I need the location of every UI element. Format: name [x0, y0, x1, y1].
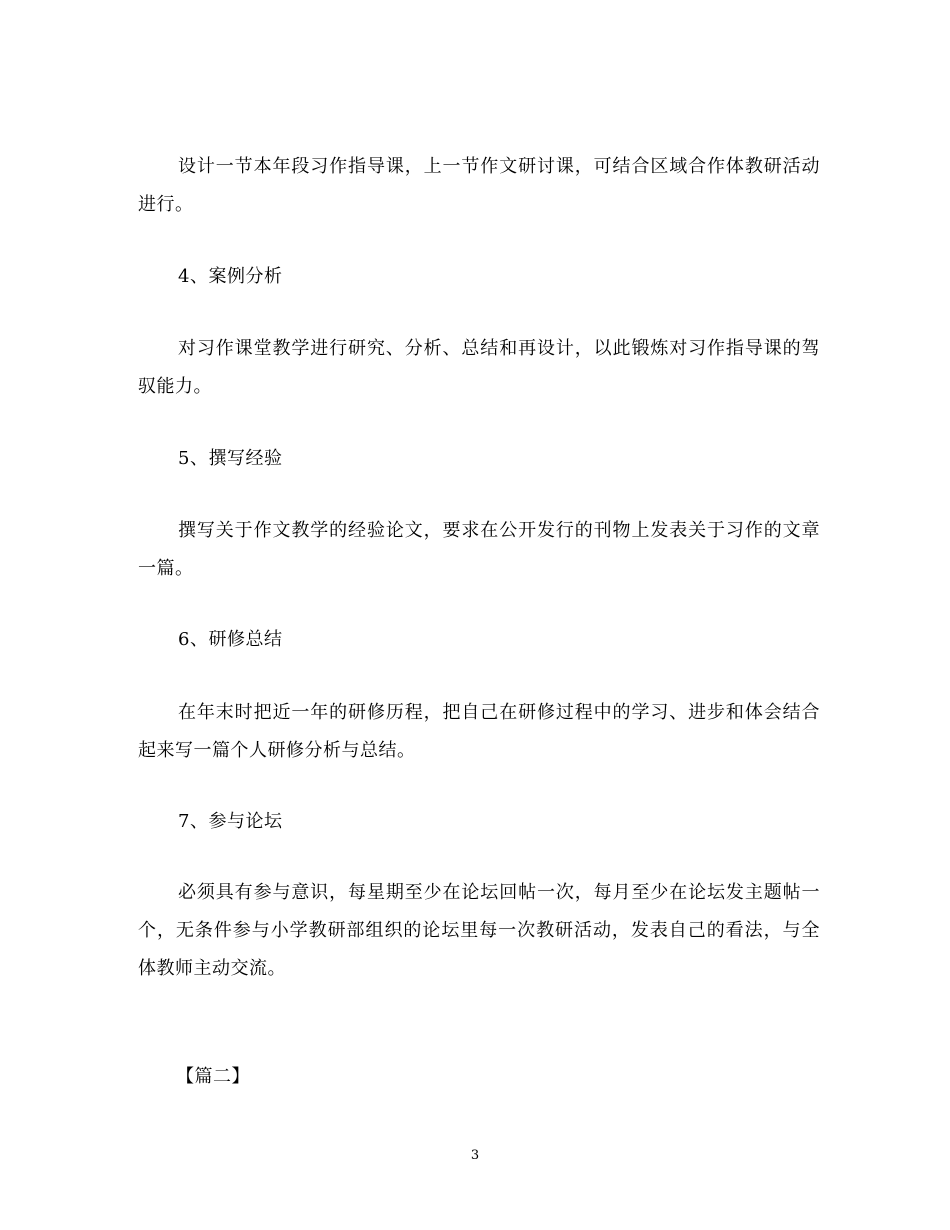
paragraph-write-experience: 撰写关于作文教学的经验论文，要求在公开发行的刊物上发表关于习作的文章一篇。 [138, 520, 820, 579]
page-number: 3 [470, 1148, 480, 1163]
heading-forum-participation: 7、参与论坛 [178, 811, 283, 832]
heading-write-experience: 5、撰写经验 [178, 448, 283, 469]
heading-study-summary: 6、研修总结 [178, 629, 283, 650]
paragraph-forum-participation: 必须具有参与意识，每星期至少在论坛回帖一次，每月至少在论坛发主题帖一个，无条件参与小学教研部组织的论坛里每一次教研活动，发表自己的看法，与全体教师主动交流。 [138, 882, 820, 979]
paragraph-case-analysis: 对习作课堂教学进行研究、分析、总结和再设计，以此锻炼对习作指导课的驾驭能力。 [138, 338, 820, 397]
heading-case-analysis: 4、案例分析 [178, 266, 283, 287]
paragraph-study-summary: 在年末时把近一年的研修历程，把自己在研修过程中的学习、进步和体会结合起来写一篇个人研修分析与总结。 [138, 702, 820, 761]
section-title-part-two: 【篇二】 [176, 1066, 250, 1087]
paragraph-design-lesson: 设计一节本年段习作指导课，上一节作文研讨课，可结合区域合作体教研活动进行。 [138, 156, 820, 215]
